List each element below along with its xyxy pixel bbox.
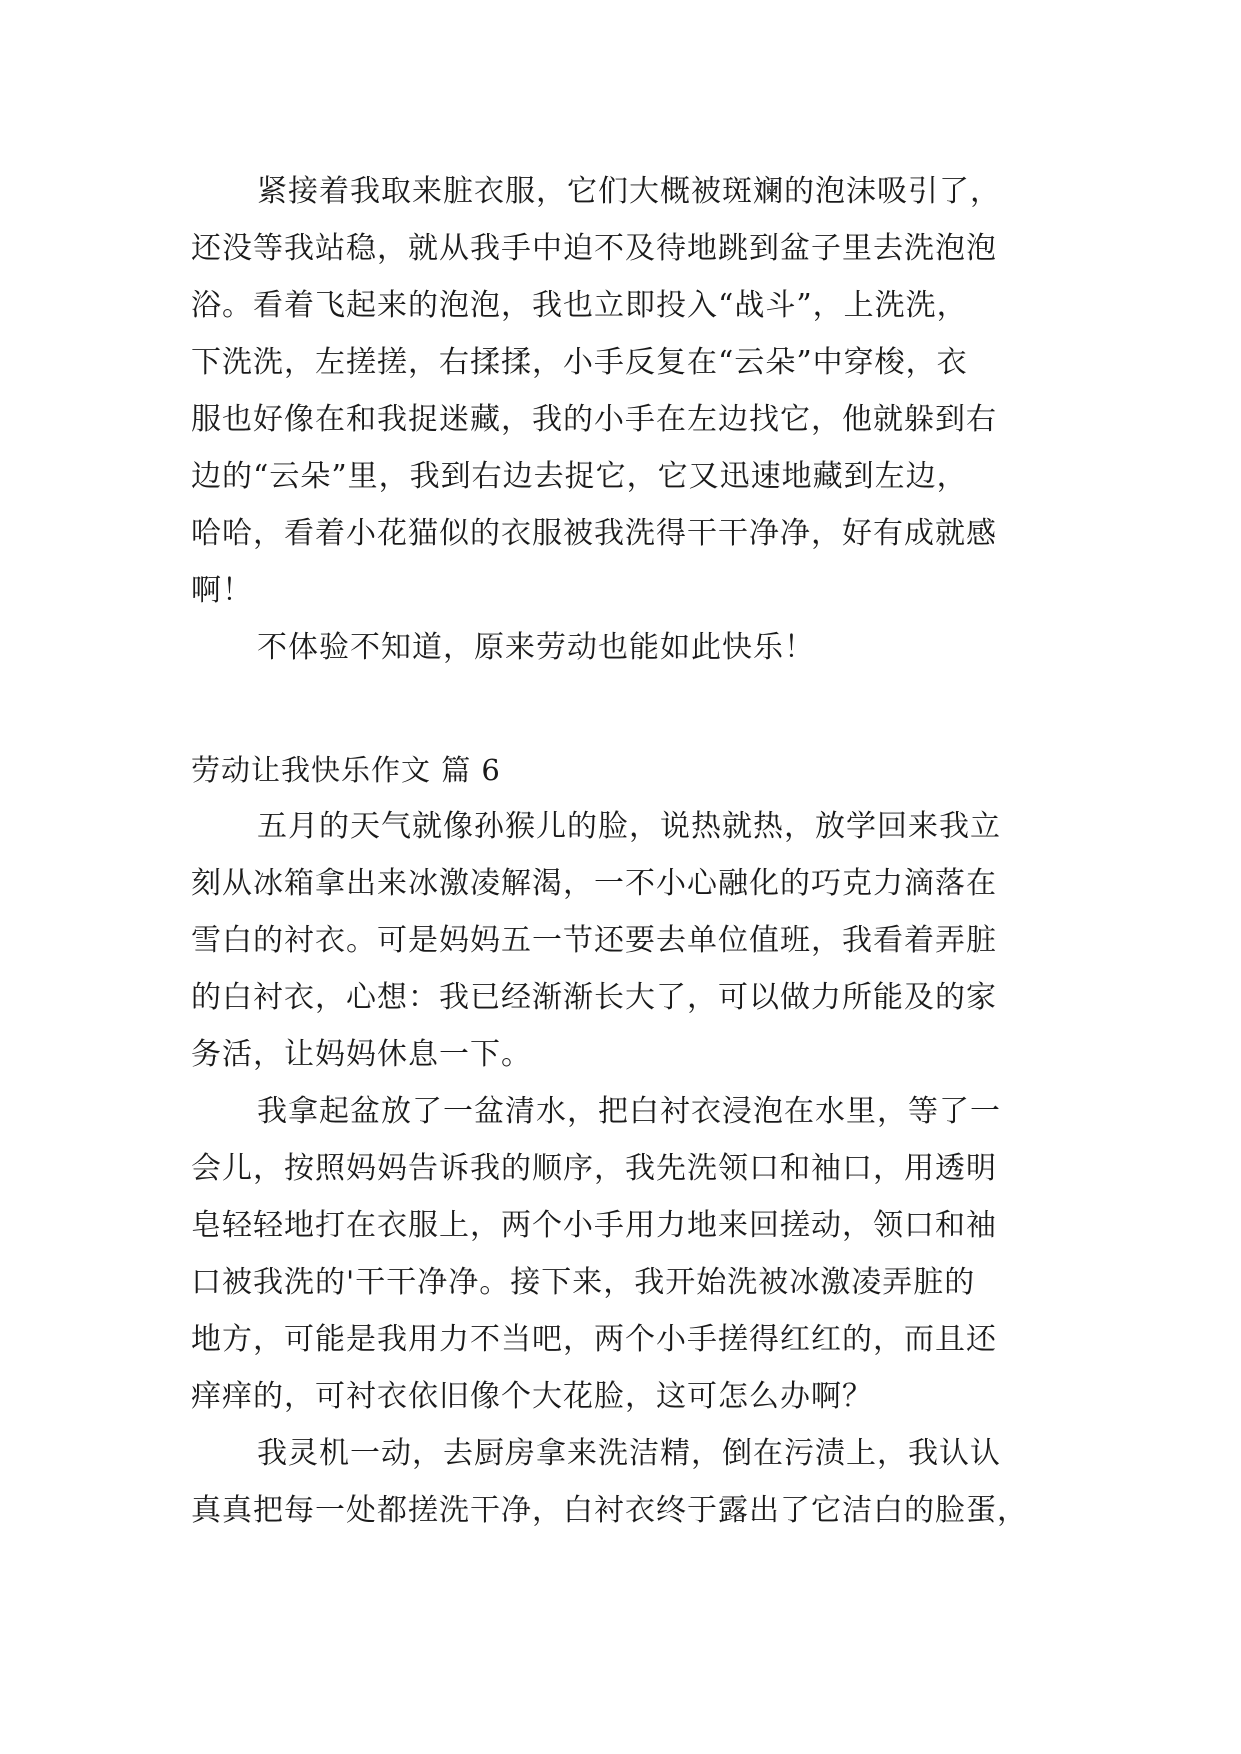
paragraph-line: 紧接着我取来脏衣服，它们大概被斑斓的泡沫吸引了，: [257, 174, 1001, 209]
paragraph-line: 雪白的衬衣。可是妈妈五一节还要去单位值班，我看着弄脏: [191, 923, 997, 958]
paragraph-line: 五月的天气就像孙猴儿的脸，说热就热，放学回来我立: [257, 809, 1001, 844]
paragraph-line: 下洗洗，左搓搓，右揉揉，小手反复在“云朵”中穿梭，衣: [191, 345, 968, 380]
paragraph-line: 会儿，按照妈妈告诉我的顺序，我先洗领口和袖口，用透明: [191, 1151, 997, 1186]
paragraph-line: 啊！: [191, 573, 253, 608]
paragraph-line: 痒痒的，可衬衣依旧像个大花脸，这可怎么办啊？: [191, 1379, 873, 1414]
paragraph-line: 刻从冰箱拿出来冰激凌解渴，一不小心融化的巧克力滴落在: [191, 866, 997, 901]
paragraph-line: 口被我洗的'干干净净。接下来，我开始洗被冰激凌弄脏的: [191, 1265, 976, 1300]
paragraph-line: 边的“云朵”里，我到右边去捉它，它又迅速地藏到左边，: [191, 459, 968, 494]
paragraph-line: 我拿起盆放了一盆清水，把白衬衣浸泡在水里，等了一: [257, 1094, 1001, 1129]
paragraph-line: 还没等我站稳，就从我手中迫不及待地跳到盆子里去洗泡泡: [191, 231, 997, 266]
paragraph-line: 浴。看着飞起来的泡泡，我也立即投入“战斗”，上洗洗，: [191, 288, 968, 323]
section-heading: 劳动让我快乐作文 篇 6: [191, 753, 501, 787]
paragraph-line: 地方，可能是我用力不当吧，两个小手搓得红红的，而且还: [191, 1322, 997, 1357]
paragraph-line: 务活，让妈妈休息一下。: [191, 1037, 532, 1072]
paragraph-line: 我灵机一动，去厨房拿来洗洁精，倒在污渍上，我认认: [257, 1436, 1001, 1471]
paragraph-line: 的白衬衣，心想：我已经渐渐长大了，可以做力所能及的家: [191, 980, 997, 1015]
paragraph-line: 哈哈，看着小花猫似的衣服被我洗得干干净净，好有成就感: [191, 516, 997, 551]
paragraph-line: 不体验不知道，原来劳动也能如此快乐！: [257, 630, 815, 665]
paragraph-line: 服也好像在和我捉迷藏，我的小手在左边找它，他就躲到右: [191, 402, 997, 437]
paragraph-line: 真真把每一处都搓洗干净，白衬衣终于露出了它洁白的脸蛋，: [191, 1493, 1028, 1528]
paragraph-line: 皂轻轻地打在衣服上，两个小手用力地来回搓动，领口和袖: [191, 1208, 997, 1243]
